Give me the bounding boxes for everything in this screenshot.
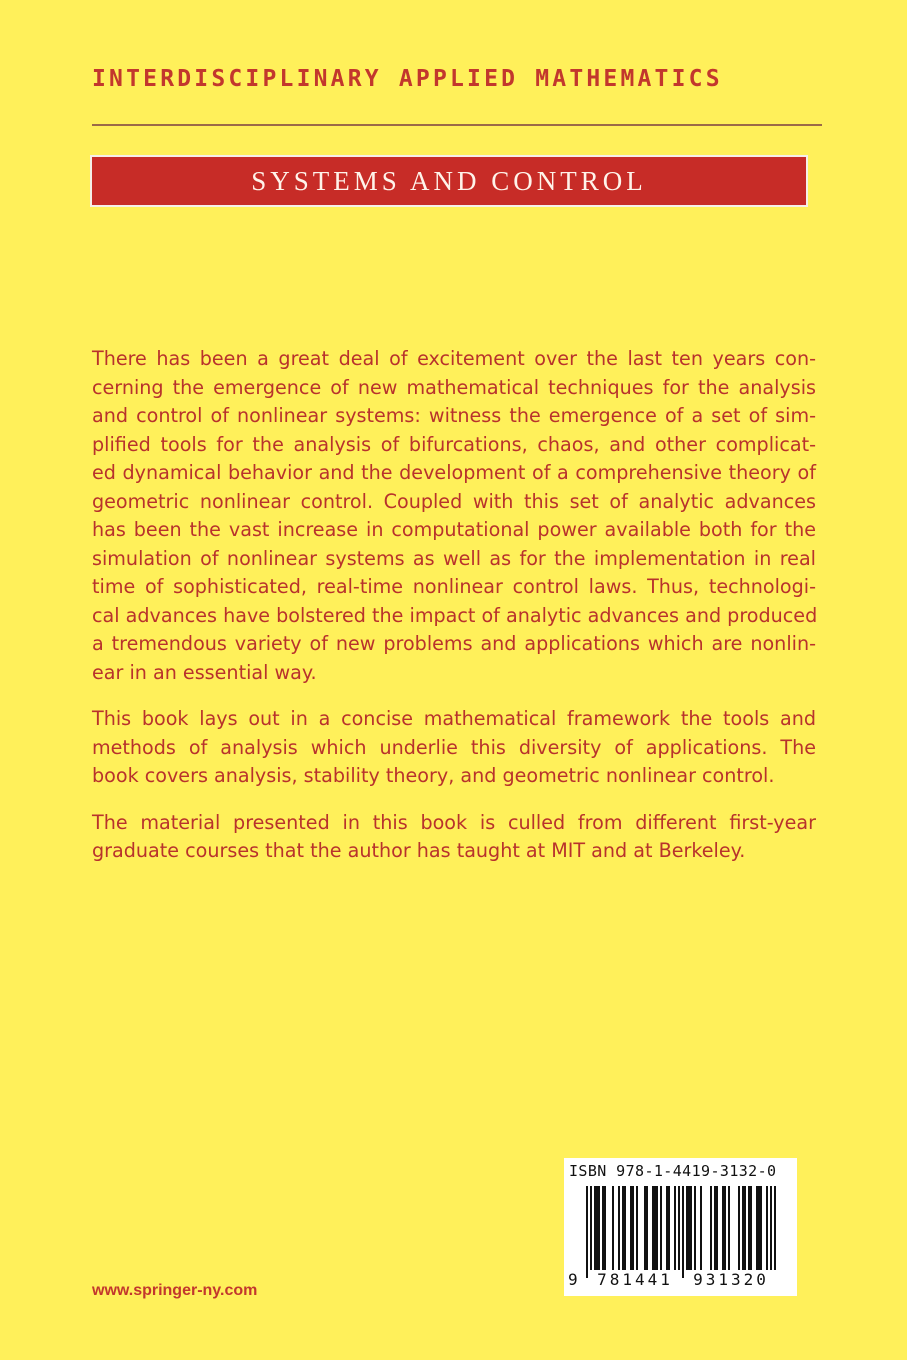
barcode-graphic (568, 1186, 793, 1278)
text-line: graduate courses that the author has taught at MIT and at Berkeley. (92, 839, 746, 862)
barcode-bar (744, 1186, 746, 1270)
barcode-bar (690, 1186, 692, 1270)
publisher-url[interactable]: www.springer-ny.com (92, 1282, 258, 1299)
paragraph-gap (92, 791, 816, 809)
barcode-bar (686, 1186, 688, 1270)
barcode-bar (750, 1186, 752, 1270)
paragraph-1 (92, 345, 816, 687)
text-line: ed dynamical behavior and the development of a comprehensive theory of (92, 461, 816, 484)
barcode-bar (646, 1186, 648, 1270)
text-line: There has been a great deal of excitement over the last ten years con- (92, 347, 816, 370)
barcode-bar (724, 1186, 726, 1270)
barcode-bar (660, 1186, 662, 1270)
barcode-bar (654, 1186, 656, 1270)
barcode-bar (666, 1186, 668, 1270)
paragraph-3 (92, 809, 816, 866)
barcode-bar (644, 1186, 646, 1270)
barcode-bar (760, 1186, 762, 1270)
barcode-bar (728, 1186, 730, 1270)
barcode-bar (624, 1186, 626, 1270)
barcode-bar (738, 1186, 740, 1270)
barcode-bar (586, 1186, 588, 1278)
barcode-bar (770, 1186, 772, 1278)
barcode-bar (678, 1186, 680, 1278)
text-line: cal advances have bolstered the impact of analytic advances and produced (92, 603, 818, 627)
barcode-bar (722, 1186, 724, 1270)
barcode-bar (598, 1186, 600, 1270)
barcode-bar (774, 1186, 776, 1278)
text-line: time of sophisticated, real-time nonlinear control laws. Thus, technologi- (92, 575, 816, 598)
text-line: simulation of nonlinear systems as well as for the implementation in real (92, 546, 816, 570)
barcode-bar (612, 1186, 614, 1270)
barcode-bar (636, 1186, 638, 1270)
barcode-bar (656, 1186, 658, 1270)
text-line: a tremendous variety of new problems and applications which are nonlin- (92, 632, 816, 655)
series-title: INTERDISCIPLINARY APPLIED MATHEMATICS (92, 66, 723, 92)
barcode-bar (674, 1186, 676, 1270)
barcode-bar (742, 1186, 744, 1270)
barcode-bar (622, 1186, 624, 1270)
text-line: This book lays out in a concise mathematical framework the tools and (92, 707, 816, 730)
text-line: geometric nonlinear control. Coupled with this set of analytic advances (92, 489, 816, 513)
barcode-bar (590, 1186, 592, 1278)
barcode-bar (668, 1186, 670, 1270)
isbn-label: ISBN 978-1-4419-3132-0 (569, 1162, 777, 1180)
text-line: has been the vast increase in computational power available both for the (92, 518, 816, 541)
barcode-bar (766, 1186, 768, 1270)
barcode-bar (682, 1186, 684, 1278)
barcode-bar (596, 1186, 598, 1270)
banner-label: SYSTEMS AND CONTROL (251, 165, 647, 196)
barcode-bar (700, 1186, 702, 1270)
barcode-bar (714, 1186, 716, 1270)
text-line: book covers analysis, stability theory, and geometric nonlinear control. (92, 764, 775, 787)
description-text (92, 345, 816, 866)
text-line: methods of analysis which underlie this diversity of applications. The (92, 735, 816, 759)
barcode-bar (710, 1186, 712, 1270)
subject-banner (90, 155, 808, 207)
barcode-digits-left: 781441 (588, 1270, 682, 1289)
barcode-bar (632, 1186, 634, 1270)
barcode-bar (748, 1186, 750, 1270)
barcode-bar (716, 1186, 718, 1270)
text-line: plified tools for the analysis of bifurcations, chaos, and other complicat- (92, 432, 816, 456)
barcode-digits-right: 931320 (684, 1270, 778, 1289)
text-line: cerning the emergence of new mathematical techniques for the analysis (92, 375, 816, 399)
text-line: and control of nonlinear systems: witness the emergence of a set of sim- (92, 404, 816, 427)
divider-rule (92, 124, 822, 126)
text-line: The material presented in this book is culled from different first-year (92, 810, 816, 834)
barcode-bar (594, 1186, 596, 1270)
barcode-bar (604, 1186, 606, 1270)
isbn-barcode (564, 1158, 797, 1296)
barcode-bar (758, 1186, 760, 1270)
barcode-digits (568, 1270, 793, 1290)
barcode-bar (630, 1186, 632, 1270)
text-line: ear in an essential way. (92, 660, 317, 684)
barcode-bar (688, 1186, 690, 1270)
barcode-bar (602, 1186, 604, 1270)
barcode-bar (652, 1186, 654, 1270)
barcode-bar (756, 1186, 758, 1270)
paragraph-gap (92, 687, 816, 705)
barcode-bar (694, 1186, 696, 1270)
barcode-digit-first: 9 (568, 1270, 578, 1289)
paragraph-2 (92, 705, 816, 791)
barcode-bar (618, 1186, 620, 1270)
